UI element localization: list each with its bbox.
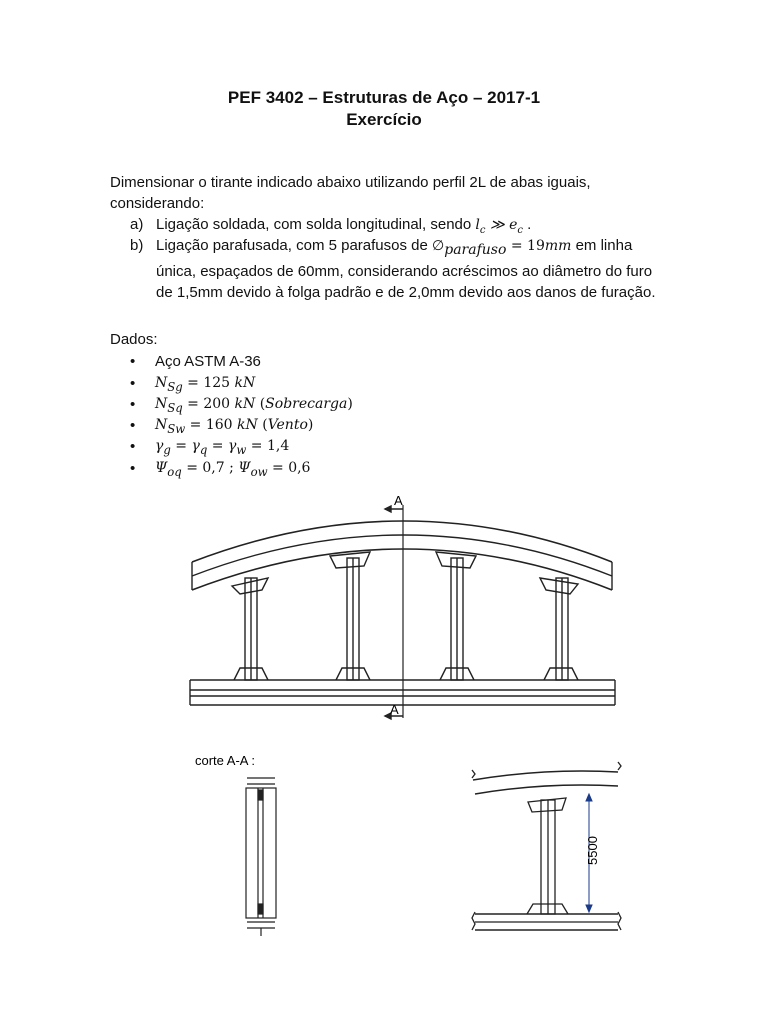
nsg-val: = 125 xyxy=(182,375,235,391)
psi-ow-sub: ow xyxy=(250,464,268,479)
section-label-bottom: A xyxy=(390,702,399,717)
gamma-w-sym: γ xyxy=(227,438,237,454)
formula-lc-sub: c xyxy=(479,224,486,236)
nsw-sym: N xyxy=(155,417,168,433)
nsq-sub: Sq xyxy=(167,400,183,415)
gamma-q-sym: γ xyxy=(191,438,200,454)
nsw-note: Vento xyxy=(267,417,308,433)
vertical-member-4 xyxy=(540,578,578,680)
gamma-q-sub: q xyxy=(199,442,208,457)
psi-oq-sub: oq xyxy=(167,464,182,479)
formula-relation: ≫ xyxy=(485,217,510,233)
bullet-dot: • xyxy=(130,353,136,370)
item-a-label: a) xyxy=(130,216,144,233)
cut-label: corte A-A : xyxy=(195,753,255,768)
gamma-w-sub: w xyxy=(236,442,247,457)
bullet-dot: • xyxy=(130,396,136,413)
vertical-member-1 xyxy=(232,578,268,680)
item-b-body-1: Ligação parafusada, com 5 parafusos de xyxy=(156,237,428,254)
section-label-top: A xyxy=(394,493,403,508)
nsg-sub: Sg xyxy=(167,379,183,394)
nsg-sym: N xyxy=(155,375,168,391)
item-a-body: Ligação soldada, com solda longitudinal, sendo xyxy=(156,216,472,233)
bullet-dot: • xyxy=(130,438,136,455)
gamma-g-sub: g xyxy=(163,442,171,457)
dimension-value: 5500 xyxy=(585,836,600,865)
psi-ow-val: = 0,6 xyxy=(267,460,311,476)
gamma-val: = 1,4 xyxy=(246,438,290,454)
nsq-note: Sobrecarga xyxy=(265,396,348,412)
bullet-dot: • xyxy=(130,375,136,392)
phi-symbol: ∅ xyxy=(432,238,445,254)
vertical-member-2 xyxy=(330,552,370,680)
gamma-g-sym: γ xyxy=(155,438,164,454)
nsq-sym: N xyxy=(155,396,168,412)
bullet-dot: • xyxy=(130,460,136,477)
item-a-end: . xyxy=(522,216,532,233)
gamma-formula: $\gamma_g = \gamma_q = \gamma_w = 1,4$ xyxy=(155,438,290,457)
phi-unit: mm xyxy=(544,238,572,254)
formula-lc-symbol: l xyxy=(475,217,480,233)
item-b-body-2: em linha única, espaçados de 60mm, considerando acréscimos ao diâmetro do furo de 1,5mm devido à folga padrão e de 2,0mm devido aos danos de furação. xyxy=(156,237,656,301)
item-b-label: b) xyxy=(130,237,144,254)
psi-oq-sym: Ψ xyxy=(155,460,168,476)
nsq-val: = 200 xyxy=(182,396,235,412)
intro-paragraph: Dimensionar o tirante indicado abaixo utilizando perfil 2L de abas iguais, considerando: xyxy=(110,174,591,212)
vertical-member-3 xyxy=(436,552,476,680)
steel-text: Aço ASTM A-36 xyxy=(155,353,261,370)
nsw-formula: $N_{Sw} = 160$ kN (Vento) xyxy=(155,417,314,436)
nsw-sub: Sw xyxy=(167,421,186,436)
cut-section-drawing xyxy=(246,778,276,936)
dados-label: Dados: xyxy=(110,331,158,348)
nsq-unit: kN xyxy=(234,396,256,412)
bullet-dot: • xyxy=(130,417,136,434)
phi-value: = 19 xyxy=(506,238,545,254)
page-title: PEF 3402 – Estruturas de Aço – 2017-1 xyxy=(227,88,541,107)
psi-oq-val: = 0,7 ; xyxy=(181,460,239,476)
psi-ow-sym: Ψ xyxy=(238,460,251,476)
formula-ec-symbol: e xyxy=(509,217,518,233)
nsq-formula: $N_{Sq} = 200$ kN (Sobrecarga) xyxy=(155,396,353,415)
page-subtitle: Exercício xyxy=(346,110,422,129)
phi-sub: parafuso xyxy=(444,241,507,258)
nsg-unit: kN xyxy=(234,375,256,391)
formula-ec-sub: c xyxy=(517,224,523,236)
nsw-unit: kN xyxy=(237,417,258,433)
nsw-val: = 160 xyxy=(185,417,238,433)
